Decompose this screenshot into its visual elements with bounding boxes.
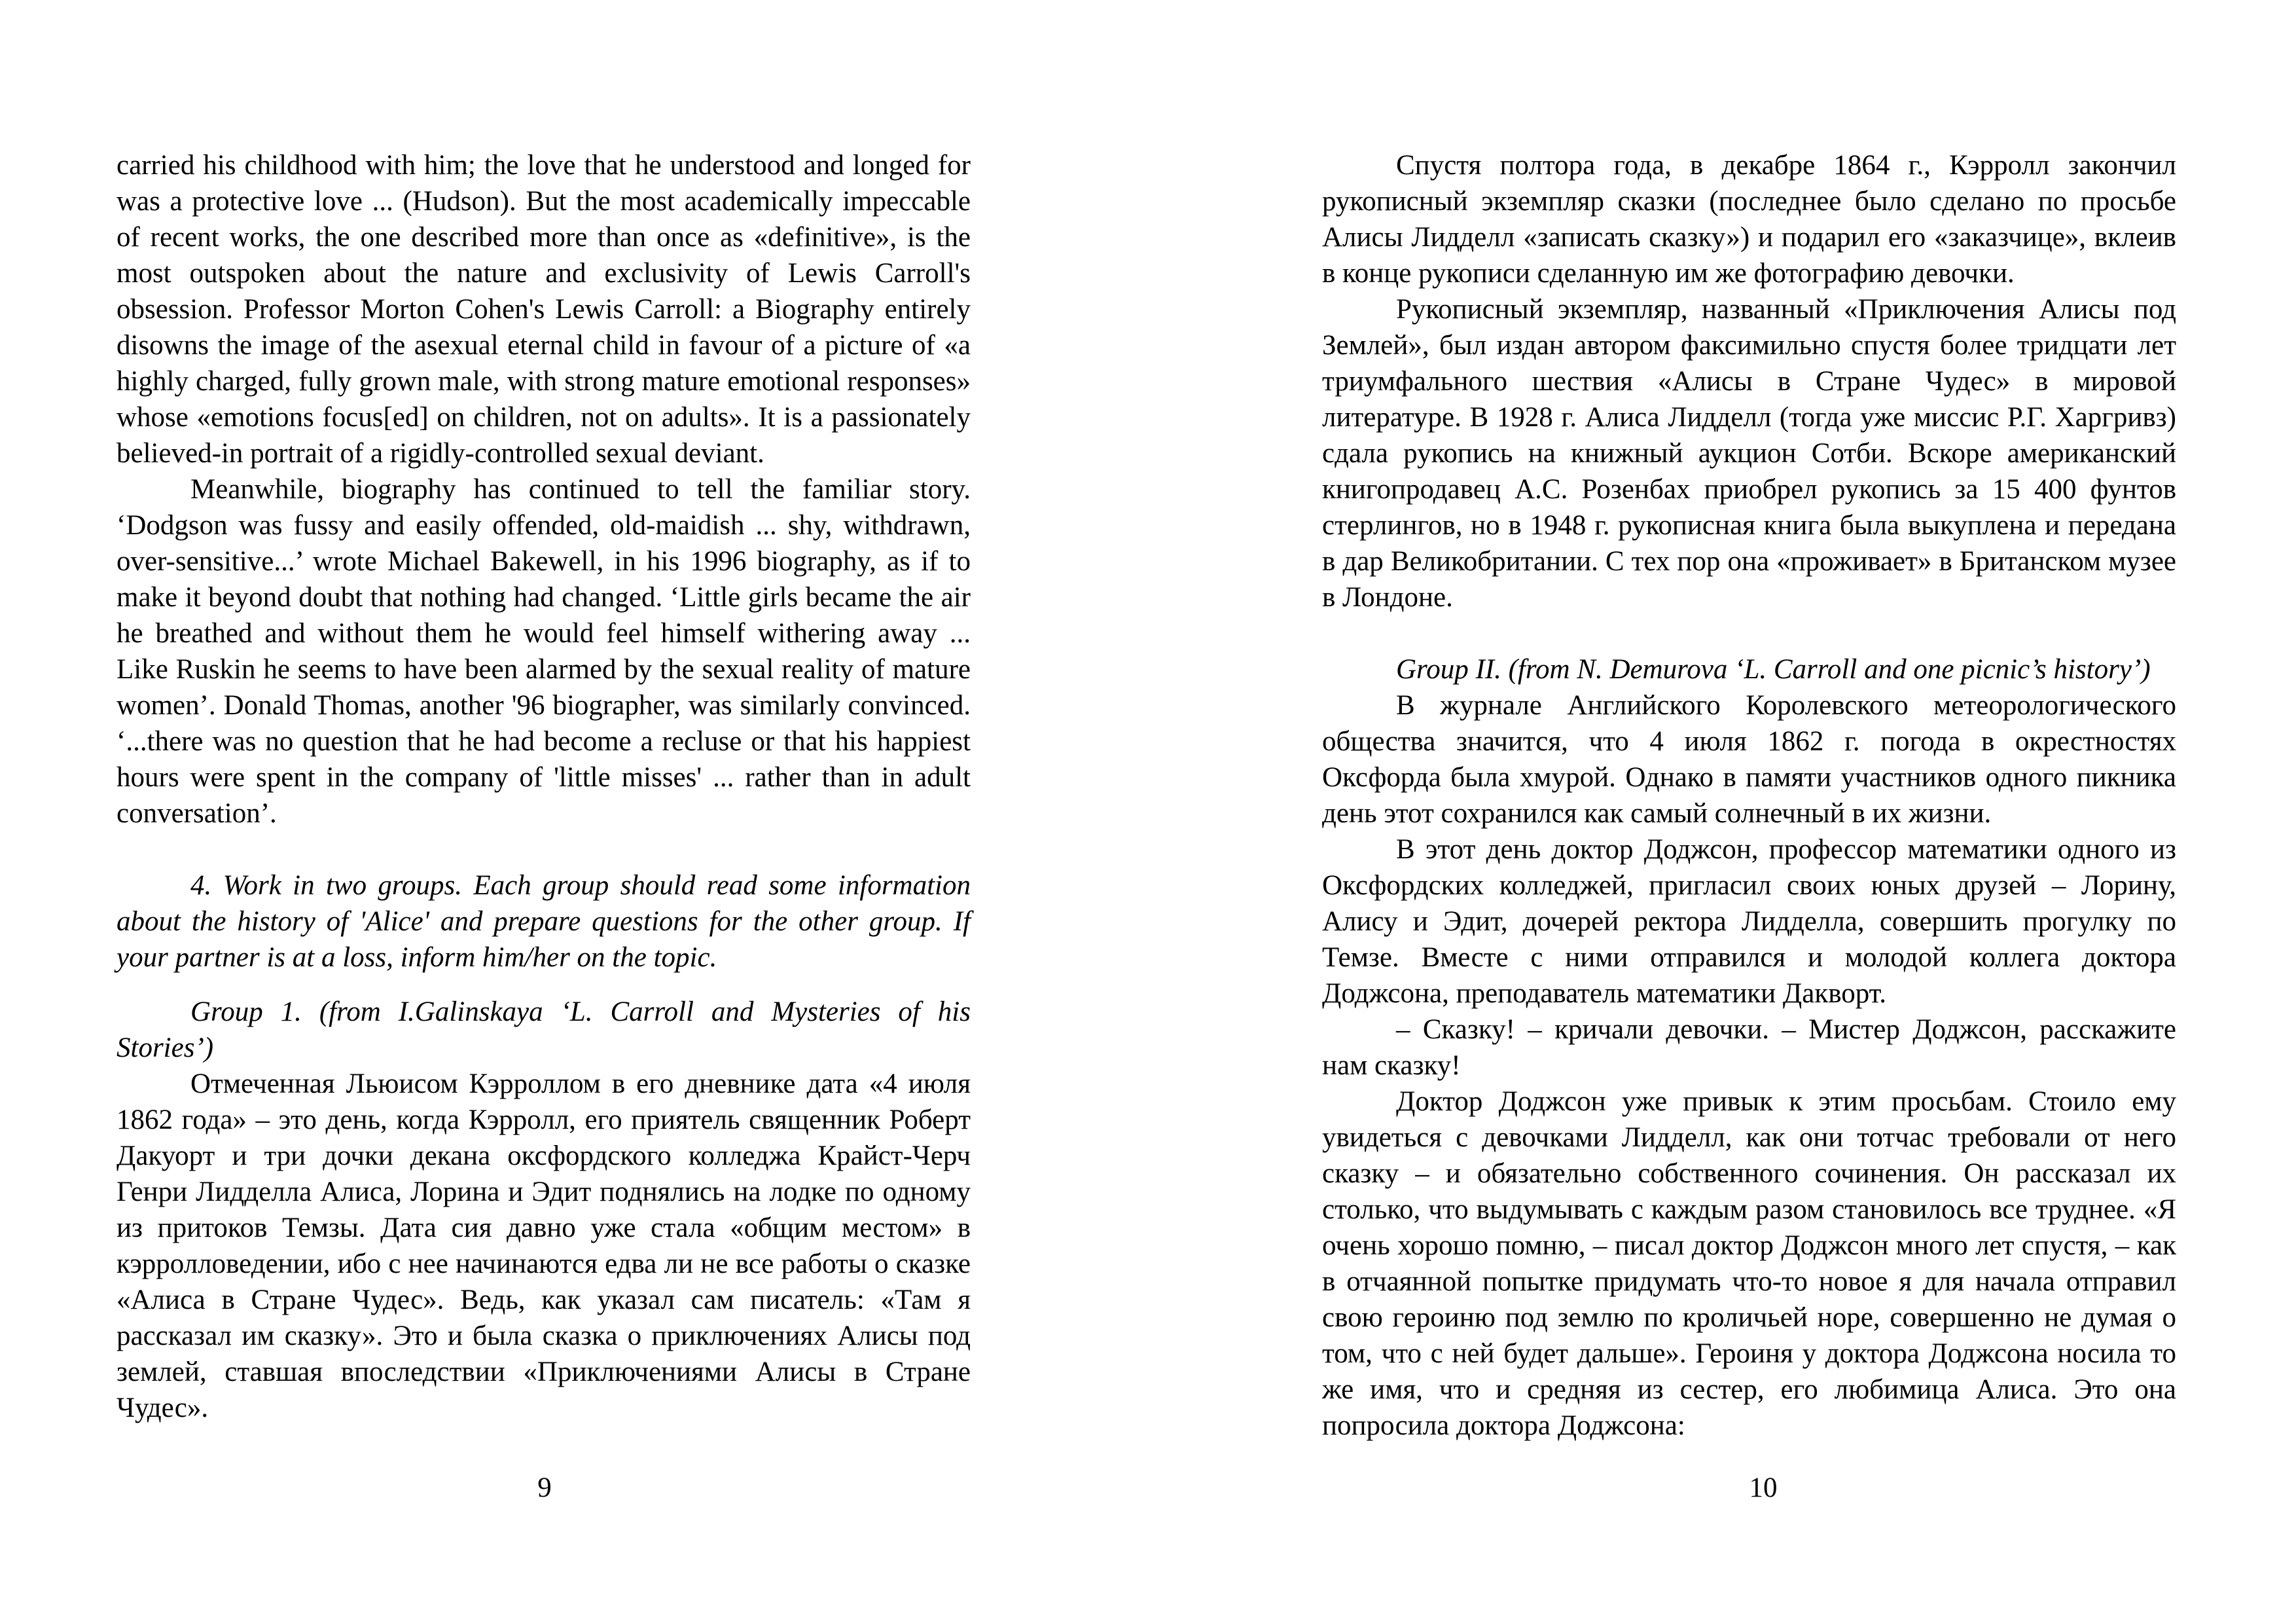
paragraph-cohen-biography: carried his childhood with him; the love that he understood and longed for was a protective love ... (Hudson). But the most academically impeccable of recent works, the one described more than once as «definitive», is the most outspoken about the nature and exclusivity of Lewis Carroll's obsession. Professor Morton Cohen's Lewis Carroll: a Biography entirely disowns the image of the asexual eternal child in favour of a picture of «a highly charged, fully grown male, with strong mature emotional responses» whose «emotions focus[ed] on children, not on adults». It is a passionately believed-in portrait of a rigidly-controlled sexual deviant. — [117, 150, 971, 469]
paragraph-galinskaya: Отмеченная Льюисом Кэрроллом в его дневнике дата «4 июля 1862 года» – это день, когда Кэрролл, его приятель священник Роберт Дакуорт и три дочки декана оксфордского колледжа Крайст-Черч Генри Лидделла Алиса, Лорина и Эдит поднялись на лодке по одному из притоков Темзы. Дата сия давно уже стала «общим местом» в кэрролловедении, ибо с нее начинаются едва ли не все работы о сказке «Алиса в Стране Чудес». Ведь, как указал сам писатель: «Там я рассказал им сказку». Это и была сказка о приключениях Алисы под землей, ставшая впоследствии «Приключениями Алисы в Стране Чудес». — [117, 1068, 971, 1423]
paragraph-manuscript-history: Рукописный экземпляр, названный «Приключения Алисы под Землей», был издан автором факсимильно спустя более тридцати лет триумфального шествия «Алисы в Стране Чудес» в мировой литературе. В 1928 г. Алиса Лидделл (тогда уже миссис Р.Г. Харгривз) сдала рукопись на книжный аукцион Сотби. Вскоре американский книгопродавец А.С. Розенбах приобрел рукопись за 15 400 фунтов стерлингов, но в 1948 г. рукописная книга была выкуплена и передана в дар Великобритании. С тех пор она «проживает» в Британском музее в Лондоне. — [1322, 294, 2176, 613]
task-instruction: 4. Work in two groups. Each group should read some information about the history of 'Alice' and prepare questions for the other group. If your partner is at a loss, inform him/her on the topic. — [117, 870, 971, 973]
page-number-right: 10 — [1749, 1472, 1778, 1503]
paragraph-bakewell-thomas: Meanwhile, biography has continued to tell the familiar story. ‘Dodgson was fussy and easily offended, old-maidish ... shy, withdrawn, over-sensitive...’ wrote Michael Bakewell, in his 1996 biography, as if to make it beyond doubt that nothing had changed. ‘Little girls became the air he breathed and without them he would feel himself withering away ... Like Ruskin he seems to have been alarmed by the sexual reality of mature women’. Donald Thomas, another '96 biographer, was similarly convinced. ‘...there was no question that he had become a recluse or that his happiest hours were spent in the company of 'little misses' ... rather than in adult conversation’. — [117, 474, 971, 829]
page-number-left: 9 — [537, 1472, 552, 1503]
left-page — [117, 147, 971, 1426]
paragraph-girls-request: – Сказку! – кричали девочки. – Мистер Доджсон, расскажите нам сказку! — [1322, 1014, 2176, 1081]
group-2-heading: Group II. (from N. Demurova ‘L. Carroll and one picnic’s history’) — [1396, 654, 2151, 685]
paragraph-manuscript-gift: Спустя полтора года, в декабре 1864 г., Кэрролл закончил рукописный экземпляр сказки (последнее было сделано по просьбе Алисы Лидделл «записать сказку») и подарил его «заказчице», вклеив в конце рукописи сделанную им же фотографию девочки. — [1322, 150, 2176, 289]
right-page — [1322, 147, 2176, 1444]
paragraph-weather: В журнале Английского Королевского метеорологического общества значится, что 4 июля 1862 г. погода в окрестностях Оксфорда была хмурой. Однако в памяти участников одного пикника день этот сохранился как самый солнечный в их жизни. — [1322, 690, 2176, 829]
paragraph-dodgson-story: Доктор Доджсон уже привык к этим просьбам. Стоило ему увидеться с девочками Лидделл, как они тотчас требовали от него сказку – и обязательно собственного сочинения. Он рассказал их столько, что выдумывать с каждым разом становилось все труднее. «Я очень хорошо помню, – писал доктор Доджсон много лет спустя, – как в отчаянной попытке придумать что-то новое я для начала отправил свою героиню под землю по кроличьей норе, совершенно не думая о том, что с ней будет дальше». Героиня у доктора Доджсона носила то же имя, что и средняя из сестер, его любимица Алиса. Это она попросила доктора Доджсона: — [1322, 1086, 2176, 1441]
paragraph-thames-trip: В этот день доктор Доджсон, профессор математики одного из Оксфордских колледжей, пригласил своих юных друзей – Лорину, Алису и Эдит, дочерей ректора Лидделла, совершить прогулку по Темзе. Вместе с ними отправился и молодой коллега доктора Доджсона, преподаватель математики Дакворт. — [1322, 834, 2176, 1009]
group-1-heading: Group 1. (from I.Galinskaya ‘L. Carroll and Mysteries of his Stories’) — [117, 996, 971, 1063]
